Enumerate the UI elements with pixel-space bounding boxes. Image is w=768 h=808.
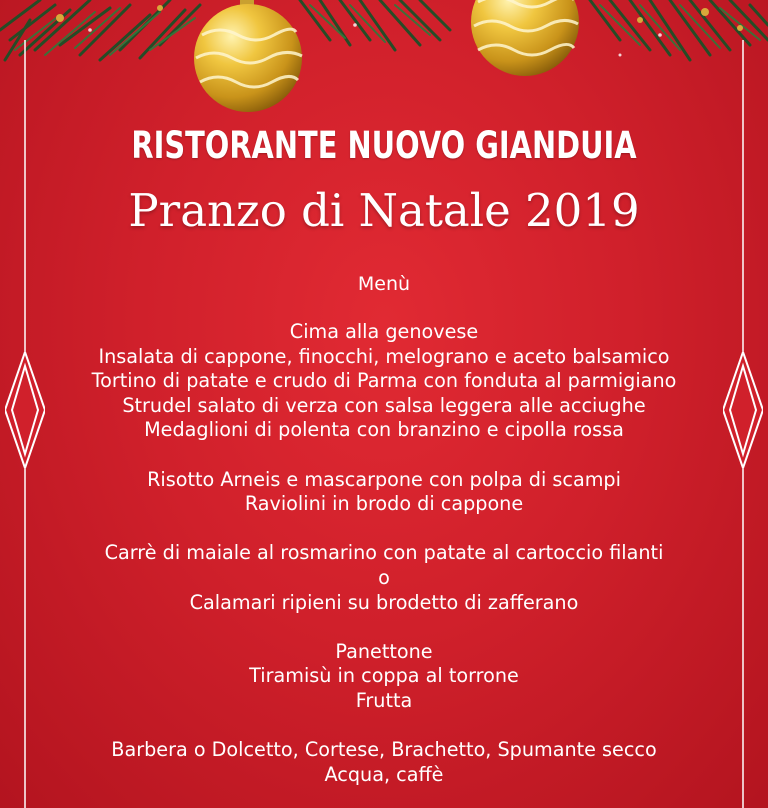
menu-item: Tortino di patate e crudo di Parma con fonduta al parmigiano — [91, 369, 677, 393]
course-dolci — [0, 640, 768, 714]
menu-item: Calamari ripieni su brodetto di zafferano — [189, 590, 579, 614]
menu-item: Barbera o Dolcetto, Cortese, Brachetto, Spumante secco — [111, 738, 657, 762]
menu-courses — [0, 320, 768, 808]
christmas-garland — [0, 0, 768, 120]
course-primi — [0, 468, 768, 517]
event-title: Pranzo di Natale 2019 — [128, 184, 640, 237]
menu-item: Medaglioni di polenta con branzino e cipolla rossa — [144, 418, 624, 442]
christmas-bauble-icon — [471, 0, 579, 76]
menu-item: Frutta — [355, 688, 413, 712]
menu-item: Acqua, caffè — [324, 762, 444, 786]
menu-item: Carrè di maiale al rosmarino con patate al cartoccio filanti — [104, 541, 664, 565]
menu-item: Cima alla genovese — [289, 320, 479, 343]
menu-item: Strudel salato di verza con salsa leggera alle acciughe — [122, 393, 646, 417]
menu-item: Insalata di cappone, finocchi, melograno e aceto balsamico — [98, 344, 670, 368]
restaurant-name: RISTORANTE NUOVO GIANDUIA — [131, 124, 637, 167]
menu-item: Raviolini in brodo di cappone — [244, 492, 524, 516]
menu-label: Menù — [357, 273, 411, 295]
menu-item: Panettone — [335, 639, 433, 663]
christmas-bauble-icon — [194, 0, 302, 112]
menu-item: Tiramisù in coppa al torrone — [249, 664, 519, 688]
course-secondi — [0, 541, 768, 615]
course-antipasti — [0, 320, 768, 443]
menu-separator: o — [378, 565, 390, 589]
course-bevande — [0, 738, 768, 787]
menu-item: Risotto Arneis e mascarpone con polpa di scampi — [147, 467, 621, 491]
